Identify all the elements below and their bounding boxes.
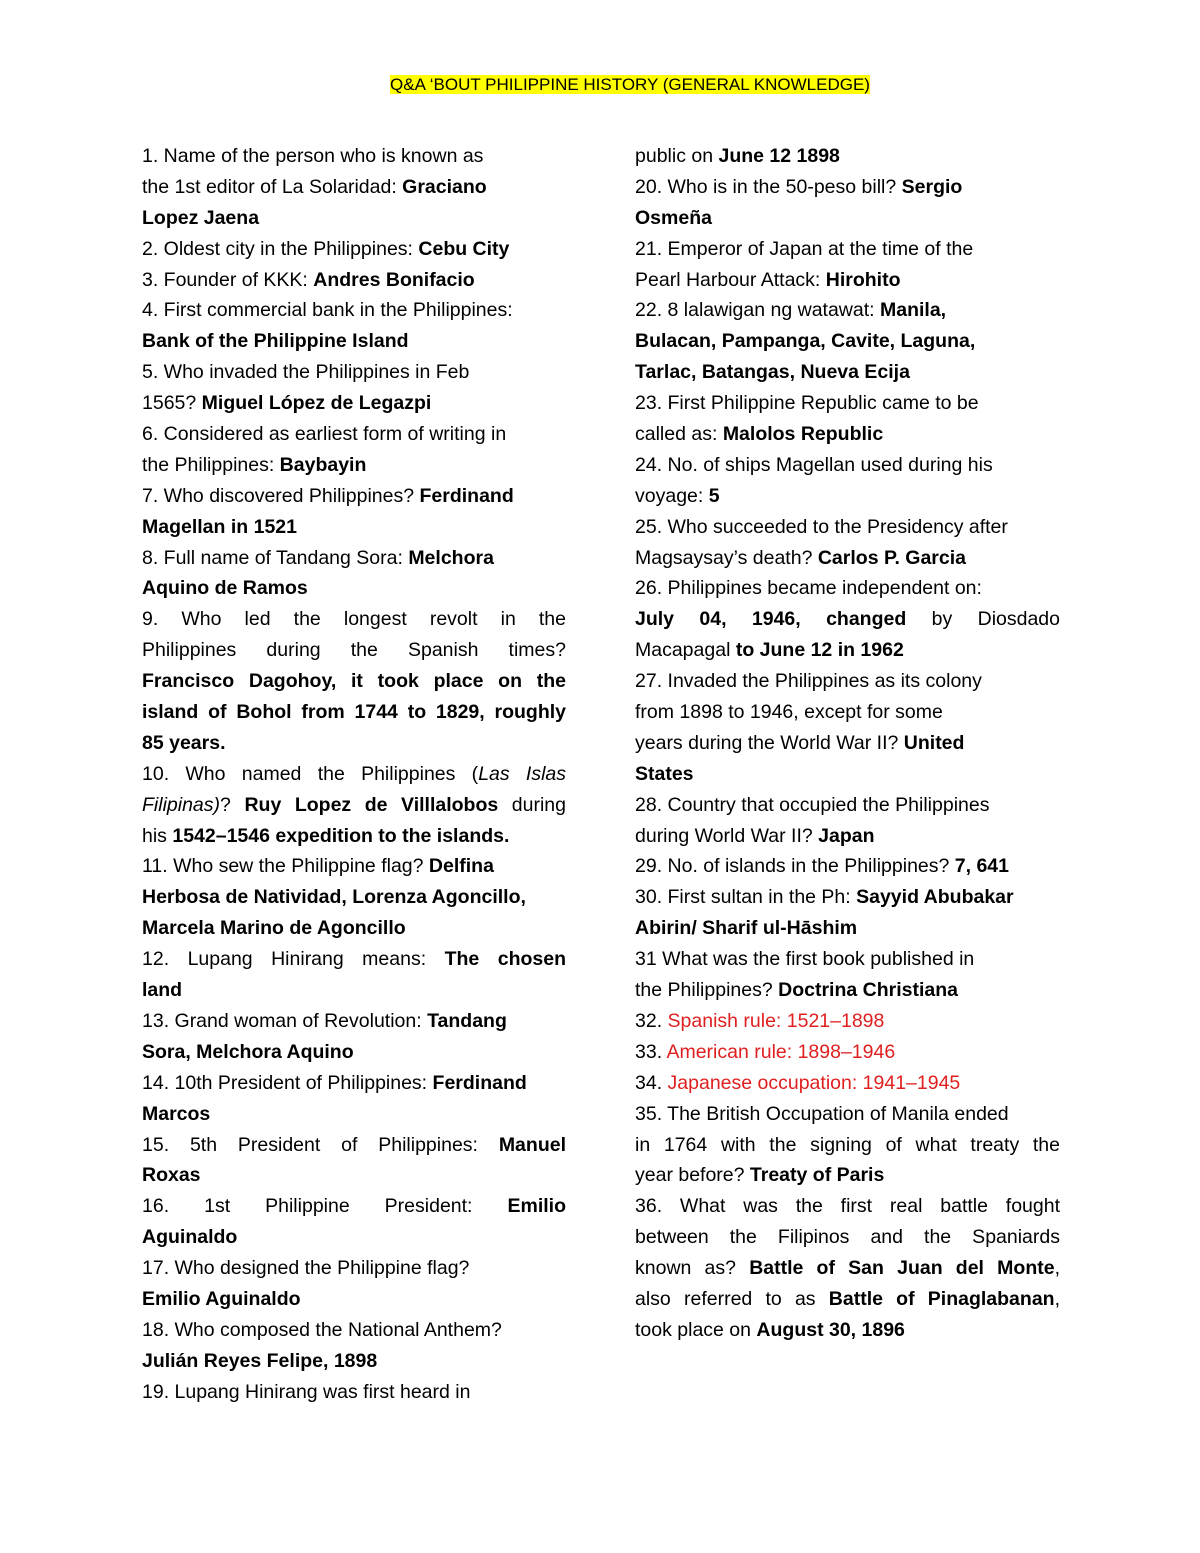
question-text: ?	[220, 793, 245, 816]
answer-text: July 04, 1946, changed	[635, 608, 907, 631]
text-line	[142, 1037, 566, 1068]
text-line	[635, 975, 1060, 1006]
answer-text: Cebu City	[418, 237, 510, 260]
answer-text: land	[142, 979, 183, 1002]
text-line	[635, 821, 1060, 852]
text-line	[142, 172, 566, 203]
question-text: 35. The British Occupation of Manila ended	[635, 1102, 1009, 1125]
question-text: 27. Invaded the Philippines as its colony	[635, 670, 982, 693]
question-text: 4. First commercial bank in the Philippines:	[142, 299, 513, 322]
text-line	[635, 357, 1060, 388]
text-line	[635, 326, 1060, 357]
question-text: 21. Emperor of Japan at the time of the	[635, 237, 974, 260]
answer-text: Hirohito	[825, 268, 901, 291]
text-line	[142, 481, 566, 512]
text-line	[635, 1222, 1060, 1253]
answer-text: United	[903, 731, 965, 754]
text-line	[142, 1099, 566, 1130]
answer-text: Sayyid Abubakar	[856, 886, 1014, 909]
answer-text: Lopez Jaena	[142, 206, 260, 229]
question-text: 2. Oldest city in the Philippines:	[142, 237, 419, 260]
question-text: 3. Founder of KKK:	[142, 268, 314, 291]
text-line	[142, 326, 566, 357]
question-text: 5. Who invaded the Philippines in Feb	[142, 361, 470, 384]
answer-text: Marcos	[142, 1102, 211, 1125]
question-text: 30. First sultan in the Ph:	[635, 886, 857, 909]
question-text: during	[498, 793, 567, 816]
text-line	[635, 543, 1060, 574]
question-text: 7. Who discovered Philippines?	[142, 484, 420, 507]
text-line	[142, 1346, 566, 1377]
text-line	[635, 512, 1060, 543]
question-text: his	[142, 824, 173, 847]
question-text: 33.	[635, 1040, 667, 1063]
text-line	[635, 1253, 1060, 1284]
answer-text: Abirin/ Sharif ul-Hāshim	[635, 917, 858, 940]
answer-text: Japan	[818, 824, 875, 847]
text-line	[635, 1130, 1060, 1161]
answer-text: to June 12 in 1962	[735, 639, 904, 662]
question-text: 6. Considered as earliest form of writing in	[142, 423, 507, 446]
text-line	[142, 450, 566, 481]
question-text: 32.	[635, 1009, 668, 1032]
question-text: 1565?	[142, 392, 202, 415]
text-line	[142, 1006, 566, 1037]
highlighted-answer: Spanish rule: 1521–1898	[667, 1009, 885, 1032]
answer-text: 7, 641	[954, 855, 1009, 878]
text-line	[142, 1068, 566, 1099]
text-line	[635, 728, 1060, 759]
text-line	[635, 759, 1060, 790]
answer-text: 85 years.	[142, 731, 226, 754]
text-line	[142, 913, 566, 944]
answer-text: Treaty of Paris	[749, 1164, 885, 1187]
answer-text: Bank of the Philippine Island	[142, 330, 409, 353]
text-line	[142, 697, 566, 728]
answer-text: Andres Bonifacio	[313, 268, 475, 291]
question-text: Filipinas)	[142, 793, 221, 816]
question-text: in 1764 with the signing of what treaty the	[635, 1133, 1060, 1156]
answer-text: Doctrina Christiana	[778, 979, 958, 1002]
text-line	[142, 1377, 566, 1408]
question-text: called as:	[635, 423, 723, 446]
question-text: Philippines during the Spanish times?	[142, 639, 566, 662]
page-title	[0, 74, 1200, 96]
answer-text: Osmeña	[635, 206, 712, 229]
question-text: 20. Who is in the 50-peso bill?	[635, 175, 902, 198]
text-line	[142, 728, 566, 759]
answer-text: Graciano	[402, 175, 487, 198]
text-line	[142, 1253, 566, 1284]
question-text: 36. What was the first real battle fought	[635, 1195, 1060, 1218]
answer-text: States	[635, 762, 694, 785]
text-line	[142, 573, 566, 604]
text-line	[635, 1006, 1060, 1037]
text-line	[635, 1068, 1060, 1099]
right-column	[635, 141, 1060, 1346]
answer-text: Bulacan, Pampanga, Cavite, Laguna,	[635, 330, 976, 353]
question-text: 31 What was the first book published in	[635, 948, 975, 971]
question-text: the 1st editor of La Solaridad:	[142, 175, 403, 198]
question-text: from 1898 to 1946, except for some	[635, 701, 943, 724]
text-line	[635, 635, 1060, 666]
text-line	[142, 357, 566, 388]
text-line	[635, 481, 1060, 512]
text-line	[142, 851, 566, 882]
text-line	[142, 1315, 566, 1346]
text-line	[142, 1284, 566, 1315]
answer-text: 1542–1546 expedition to the islands.	[172, 824, 510, 847]
text-line	[635, 1315, 1060, 1346]
text-line	[635, 882, 1060, 913]
question-text: 24. No. of ships Magellan used during his	[635, 453, 993, 476]
answer-text: Melchora	[408, 546, 494, 569]
answer-text: Julián Reyes Felipe, 1898	[142, 1349, 378, 1372]
page-title-text: Q&A ‘BOUT PHILIPPINE HISTORY (GENERAL KNOWLEDGE)	[390, 75, 870, 94]
highlighted-answer: Japanese occupation: 1941–1945	[667, 1071, 961, 1094]
text-line	[142, 512, 566, 543]
question-text: Magsaysay’s death?	[635, 546, 818, 569]
question-text: 10. Who named the Philippines (	[142, 762, 479, 785]
question-text: 23. First Philippine Republic came to be	[635, 392, 979, 415]
text-line	[142, 821, 566, 852]
text-line	[635, 851, 1060, 882]
question-text: public on	[635, 145, 719, 167]
text-line	[635, 450, 1060, 481]
question-text: ,	[1054, 1257, 1060, 1280]
question-text: year before?	[635, 1164, 750, 1187]
answer-text: Tarlac, Batangas, Nueva Ecija	[635, 361, 910, 384]
question-text: between the Filipinos and the Spaniards	[635, 1226, 1060, 1249]
answer-text: Manuel	[498, 1133, 566, 1156]
text-line	[635, 1284, 1060, 1315]
answer-text: Francisco Dagohoy, it took place on the	[142, 670, 566, 693]
answer-text: Emilio Aguinaldo	[142, 1287, 301, 1310]
text-line	[635, 141, 1060, 172]
answer-text: Battle of San Juan del Monte	[749, 1257, 1055, 1280]
text-line	[635, 172, 1060, 203]
question-text: the Philippines:	[142, 453, 280, 476]
answer-text: Sergio	[901, 175, 963, 198]
text-line	[142, 1160, 566, 1191]
question-text: 1. Name of the person who is known as	[142, 145, 484, 167]
answer-text: Emilio	[507, 1195, 566, 1218]
question-text: 18. Who composed the National Anthem?	[142, 1318, 502, 1341]
text-line	[635, 295, 1060, 326]
question-text: by Diosdado	[906, 608, 1060, 631]
text-line	[635, 666, 1060, 697]
question-text: voyage:	[635, 484, 709, 507]
text-line	[635, 1191, 1060, 1222]
answer-text: 5	[708, 484, 720, 507]
answer-text: Aguinaldo	[142, 1226, 238, 1249]
text-line	[142, 944, 566, 975]
question-text: Las Islas	[478, 762, 567, 785]
answer-text: June 12 1898	[718, 145, 840, 167]
answer-text: Miguel López de Legazpi	[201, 392, 432, 415]
answer-text: Manila,	[880, 299, 947, 322]
question-text: 25. Who succeeded to the Presidency after	[635, 515, 1008, 538]
text-line	[142, 635, 566, 666]
text-line	[142, 1222, 566, 1253]
question-text: the Philippines?	[635, 979, 779, 1002]
question-text: Macapagal	[635, 639, 736, 662]
answer-text: Malolos Republic	[722, 423, 884, 446]
text-line	[142, 882, 566, 913]
question-text: 19. Lupang Hinirang was first heard in	[142, 1380, 471, 1403]
text-line	[635, 203, 1060, 234]
question-text: also referred to as	[635, 1287, 829, 1310]
text-line	[142, 1130, 566, 1161]
answer-text: island of Bohol from 1744 to 1829, roughly	[142, 701, 566, 724]
question-text: 29. No. of islands in the Philippines?	[635, 855, 955, 878]
answer-text: Carlos P. Garcia	[817, 546, 966, 569]
question-text: 14. 10th President of Philippines:	[142, 1071, 433, 1094]
text-line	[142, 419, 566, 450]
question-text: during World War II?	[635, 824, 819, 847]
answer-text: Delfina	[428, 855, 494, 878]
highlighted-answer: American rule: 1898–1946	[666, 1040, 896, 1063]
text-line	[635, 1037, 1060, 1068]
answer-text: Sora, Melchora Aquino	[142, 1040, 354, 1063]
text-line	[635, 944, 1060, 975]
question-text: Pearl Harbour Attack:	[635, 268, 826, 291]
answer-text: Ruy Lopez de Villlalobos	[244, 793, 499, 816]
answer-text: Ferdinand	[432, 1071, 527, 1094]
question-text: known as?	[635, 1257, 750, 1280]
question-text: 22. 8 lalawigan ng watawat:	[635, 299, 880, 322]
text-line	[142, 295, 566, 326]
answer-text: Battle of Pinaglabanan	[828, 1287, 1055, 1310]
text-line	[635, 790, 1060, 821]
question-text: 34.	[635, 1071, 668, 1094]
answer-text: The chosen	[444, 948, 566, 971]
text-line	[142, 141, 566, 172]
question-text: 26. Philippines became independent on:	[635, 577, 982, 600]
text-line	[142, 666, 566, 697]
answer-text: Tandang	[427, 1009, 507, 1032]
question-text: ,	[1054, 1287, 1060, 1310]
text-line	[635, 1099, 1060, 1130]
text-line	[142, 203, 566, 234]
text-line	[635, 1160, 1060, 1191]
question-text: years during the World War II?	[635, 731, 904, 754]
question-text: 9. Who led the longest revolt in the	[142, 608, 566, 631]
answer-text: Marcela Marino de Agoncillo	[142, 917, 406, 940]
answer-text: Aquino de Ramos	[142, 577, 308, 600]
answer-text: Baybayin	[279, 453, 367, 476]
text-line	[142, 234, 566, 265]
text-line	[142, 790, 566, 821]
text-line	[635, 573, 1060, 604]
question-text: 8. Full name of Tandang Sora:	[142, 546, 409, 569]
answer-text: Roxas	[142, 1164, 201, 1187]
text-line	[635, 697, 1060, 728]
text-line	[635, 388, 1060, 419]
question-text: 17. Who designed the Philippine flag?	[142, 1257, 470, 1280]
text-line	[142, 543, 566, 574]
question-text: 11. Who sew the Philippine flag?	[142, 855, 429, 878]
answer-text: Magellan in 1521	[142, 515, 297, 538]
text-line	[142, 1191, 566, 1222]
text-line	[142, 759, 566, 790]
answer-text: August 30, 1896	[756, 1318, 905, 1341]
question-text: 28. Country that occupied the Philippines	[635, 793, 990, 816]
question-text: took place on	[635, 1318, 757, 1341]
text-line	[142, 265, 566, 296]
answer-text: Herbosa de Natividad, Lorenza Agoncillo,	[142, 886, 526, 909]
answer-text: Ferdinand	[419, 484, 514, 507]
text-line	[635, 604, 1060, 635]
text-line	[142, 388, 566, 419]
question-text: 16. 1st Philippine President:	[142, 1195, 508, 1218]
text-line	[635, 234, 1060, 265]
text-line	[142, 604, 566, 635]
text-line	[635, 419, 1060, 450]
text-line	[635, 913, 1060, 944]
text-line	[142, 975, 566, 1006]
question-text: 12. Lupang Hinirang means:	[142, 948, 445, 971]
text-line	[635, 265, 1060, 296]
left-column	[142, 141, 566, 1408]
question-text: 15. 5th President of Philippines:	[142, 1133, 499, 1156]
question-text: 13. Grand woman of Revolution:	[142, 1009, 428, 1032]
